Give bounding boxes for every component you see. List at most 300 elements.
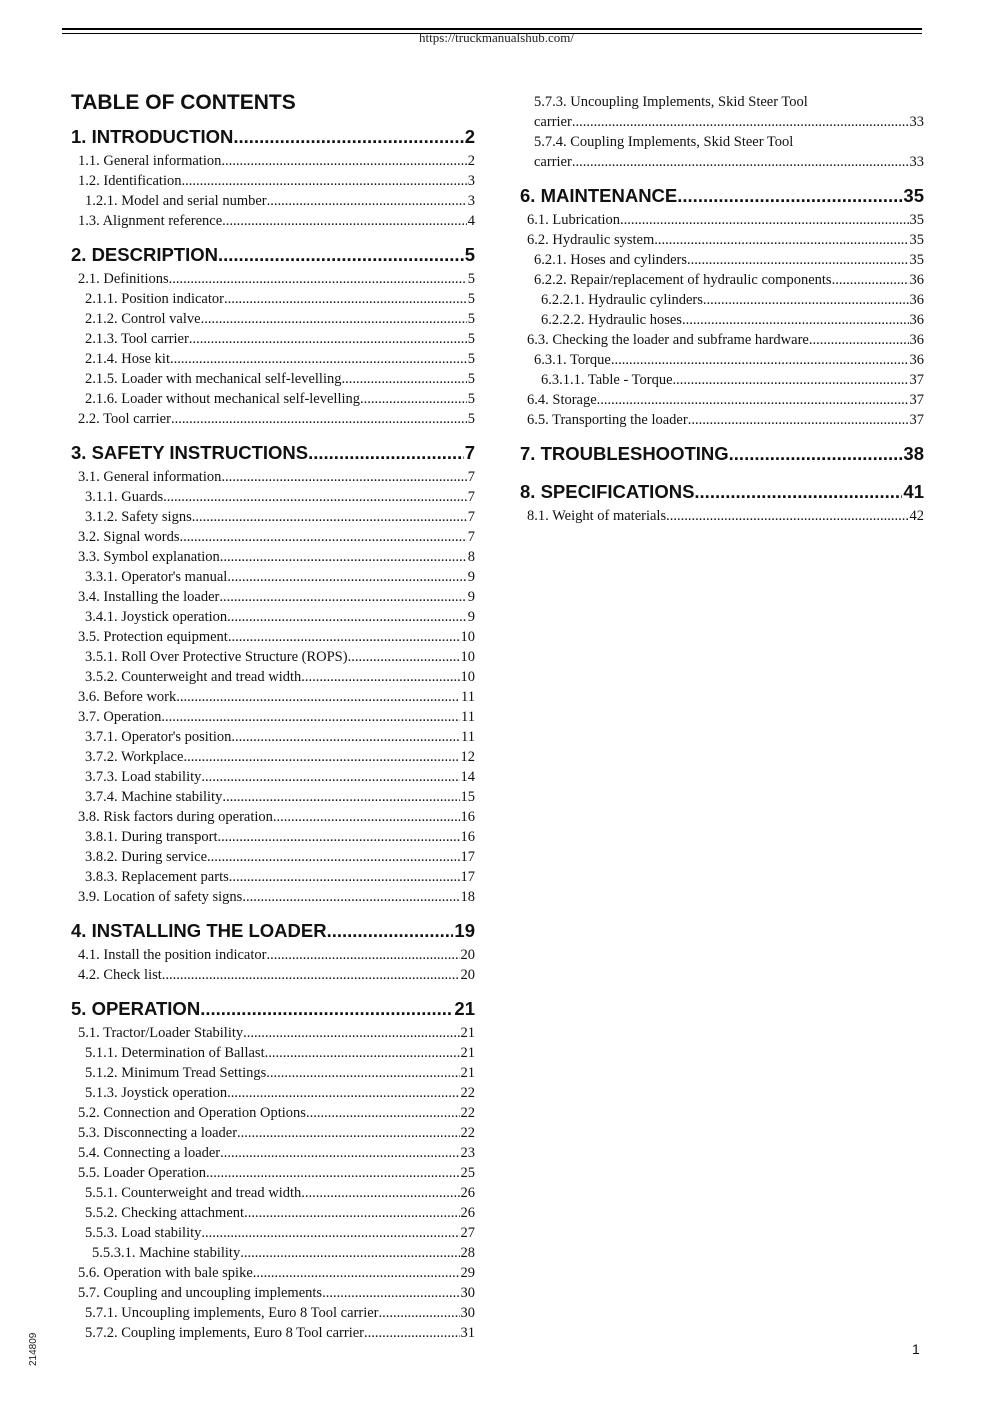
- toc-entry[interactable]: [71, 1123, 475, 1143]
- toc-leader-dots: [308, 439, 464, 467]
- toc-entry-page: 10: [460, 669, 475, 685]
- toc-entry-page: 9: [467, 589, 475, 605]
- toc-entry-title: 3.7. Operation: [78, 709, 162, 725]
- toc-leader-dots: [183, 747, 459, 767]
- toc-leader-dots: [809, 330, 909, 350]
- toc-entry-page: 9: [467, 569, 475, 585]
- toc-entry-page: 5: [467, 291, 475, 307]
- toc-title: TABLE OF CONTENTS: [71, 91, 296, 114]
- toc-entry-title: 6.3. Checking the loader and subframe hardware: [527, 332, 809, 348]
- toc-leader-dots: [687, 250, 908, 270]
- toc-leader-dots: [572, 112, 909, 132]
- toc-entry-page: 33: [909, 154, 924, 170]
- toc-section[interactable]: [520, 478, 924, 506]
- toc-leader-dots: [327, 917, 454, 945]
- toc-leader-dots: [181, 171, 466, 191]
- toc-entry[interactable]: [71, 269, 475, 289]
- toc-entry-page: 42: [909, 508, 924, 524]
- toc-entry[interactable]: [71, 1083, 475, 1103]
- toc-leader-dots: [227, 567, 466, 587]
- toc-entry[interactable]: [520, 330, 924, 350]
- toc-leader-dots: [240, 1243, 459, 1263]
- toc-entry-page: 10: [460, 629, 475, 645]
- toc-leader-dots: [169, 269, 467, 289]
- toc-entry[interactable]: [71, 567, 475, 587]
- toc-entry-page: 37: [909, 412, 924, 428]
- toc-entry-title: 3.7.1. Operator's position: [85, 729, 232, 745]
- toc-entry-page: 16: [460, 809, 475, 825]
- toc-leader-dots: [364, 1323, 459, 1343]
- toc-entry-title: 2.1.6. Loader without mechanical self-levelling: [85, 391, 361, 407]
- toc-section[interactable]: [71, 439, 475, 467]
- toc-entry-title: 3.4. Installing the loader: [78, 589, 220, 605]
- toc-entry-page: 20: [460, 947, 475, 963]
- toc-entry-title: 6.2.1. Hoses and cylinders: [534, 252, 688, 268]
- toc-entry-page: 2: [464, 126, 475, 147]
- toc-entry-page: 15: [460, 789, 475, 805]
- toc-entry-title: 5.2. Connection and Operation Options: [78, 1105, 306, 1121]
- toc-entry-line1[interactable]: 5.7.3. Uncoupling Implements, Skid Steer Tool: [534, 94, 808, 110]
- toc-entry-title: 2.1. Definitions: [78, 271, 169, 287]
- toc-entry-page: 35: [909, 212, 924, 228]
- toc-entry-page: 17: [460, 869, 475, 885]
- toc-entry[interactable]: [71, 687, 475, 707]
- header-url[interactable]: https://truckmanualshub.com/: [419, 30, 574, 45]
- toc-leader-dots: [244, 1203, 459, 1223]
- toc-entry-title: 2.1.5. Loader with mechanical self-levelling: [85, 371, 342, 387]
- document-number: 214809: [28, 1332, 39, 1366]
- toc-entry[interactable]: [71, 527, 475, 547]
- toc-entry[interactable]: [71, 389, 475, 409]
- toc-entry-title: 5.6. Operation with bale spike: [78, 1265, 253, 1281]
- toc-entry[interactable]: [520, 270, 924, 290]
- page-number: 1: [912, 1341, 920, 1357]
- toc-leader-dots: [360, 389, 467, 409]
- toc-leader-dots: [265, 1043, 460, 1063]
- toc-leader-dots: [253, 1263, 460, 1283]
- toc-entry-title: 3.3. Symbol explanation: [78, 549, 220, 565]
- toc-entry-title: 3.7.2. Workplace: [85, 749, 184, 765]
- toc-leader-dots: [162, 965, 460, 985]
- toc-entry-title: 2.1.3. Tool carrier: [85, 331, 189, 347]
- toc-entry[interactable]: [520, 112, 924, 132]
- toc-entry-title: 3.7.4. Machine stability: [85, 789, 223, 805]
- toc-leader-dots: [201, 309, 467, 329]
- toc-leader-dots: [677, 182, 902, 210]
- toc-section[interactable]: [71, 995, 475, 1023]
- toc-entry-page: 26: [460, 1185, 475, 1201]
- toc-leader-dots: [379, 1303, 460, 1323]
- toc-leader-dots: [201, 1223, 459, 1243]
- toc-leader-dots: [682, 310, 909, 330]
- toc-leader-dots: [301, 667, 459, 687]
- toc-column-left: [71, 88, 475, 1343]
- toc-entry-page: 26: [460, 1205, 475, 1221]
- toc-entry-page: 5: [467, 411, 475, 427]
- toc-entry-page: 17: [460, 849, 475, 865]
- toc-entry[interactable]: [520, 250, 924, 270]
- toc-leader-dots: [267, 191, 467, 211]
- toc-list-left: [71, 123, 475, 1343]
- toc-entry-title: 5.3. Disconnecting a loader: [78, 1125, 238, 1141]
- toc-entry-page: 21: [460, 1065, 475, 1081]
- toc-entry[interactable]: [71, 1183, 475, 1203]
- toc-entry[interactable]: [71, 151, 475, 171]
- toc-entry[interactable]: [71, 467, 475, 487]
- toc-entry-page: 5: [467, 371, 475, 387]
- toc-entry[interactable]: [71, 867, 475, 887]
- toc-entry[interactable]: [71, 1283, 475, 1303]
- toc-entry[interactable]: [520, 152, 924, 172]
- toc-entry-title: 2.1.4. Hose kit: [85, 351, 170, 367]
- toc-leader-dots: [266, 1063, 459, 1083]
- toc-entry[interactable]: [520, 506, 924, 526]
- toc-entry[interactable]: [71, 627, 475, 647]
- toc-entry-title: 3.4.1. Joystick operation: [85, 609, 228, 625]
- toc-entry-title: 4.2. Check list: [78, 967, 162, 983]
- toc-entry[interactable]: [520, 210, 924, 230]
- toc-entry-title: 3.2. Signal words: [78, 529, 180, 545]
- toc-entry-page: 7: [467, 529, 475, 545]
- toc-leader-dots: [301, 1183, 459, 1203]
- toc-entry-page: 33: [909, 114, 924, 130]
- toc-list-right: [520, 92, 924, 526]
- toc-entry-page: 30: [460, 1285, 475, 1301]
- toc-leader-dots: [620, 210, 908, 230]
- toc-entry-title: 6.2.2.1. Hydraulic cylinders: [541, 292, 703, 308]
- toc-entry-title: 3.5.1. Roll Over Protective Structure (ROPS): [85, 649, 348, 665]
- toc-entry-page: 22: [460, 1085, 475, 1101]
- toc-leader-dots: [611, 350, 909, 370]
- toc-entry[interactable]: [71, 887, 475, 907]
- toc-entry[interactable]: [71, 309, 475, 329]
- toc-entry[interactable]: [71, 1163, 475, 1183]
- toc-leader-dots: [688, 410, 909, 430]
- toc-entry-page: 5: [467, 271, 475, 287]
- toc-entry-title: 3.8. Risk factors during operation: [78, 809, 273, 825]
- toc-section[interactable]: [71, 241, 475, 269]
- toc-entry[interactable]: [71, 1143, 475, 1163]
- toc-entry-page: 21: [460, 1045, 475, 1061]
- toc-entry-title: 8.1. Weight of materials: [527, 508, 667, 524]
- toc-entry[interactable]: [71, 369, 475, 389]
- toc-leader-dots: [237, 1123, 459, 1143]
- toc-entry-title: 1.1. General information: [78, 153, 222, 169]
- toc-leader-dots: [273, 807, 460, 827]
- toc-leader-dots: [218, 827, 460, 847]
- toc-entry[interactable]: [71, 1203, 475, 1223]
- toc-leader-dots: [201, 767, 459, 787]
- toc-entry[interactable]: [71, 727, 475, 747]
- toc-leader-dots: [227, 1083, 459, 1103]
- toc-entry-title: 1.2.1. Model and serial number: [85, 193, 267, 209]
- toc-entry[interactable]: [71, 211, 475, 231]
- toc-entry-title: 5.1. Tractor/Loader Stability: [78, 1025, 244, 1041]
- toc-entry-title: carrier: [534, 114, 572, 130]
- toc-leader-dots: [220, 1143, 459, 1163]
- toc-entry[interactable]: [71, 707, 475, 727]
- toc-leader-dots: [176, 687, 460, 707]
- toc-entry-title: 6.2. Hydraulic system: [527, 232, 655, 248]
- toc-entry-page: 4: [467, 213, 475, 229]
- toc-entry[interactable]: [71, 587, 475, 607]
- toc-entry-page: 19: [454, 920, 475, 941]
- toc-entry-title: 6.1. Lubrication: [527, 212, 621, 228]
- toc-entry[interactable]: [520, 230, 924, 250]
- toc-entry-title: 8. SPECIFICATIONS: [520, 481, 695, 502]
- toc-leader-dots: [231, 727, 460, 747]
- toc-leader-dots: [218, 241, 464, 269]
- toc-entry[interactable]: [520, 310, 924, 330]
- toc-entry-title: 5.5. Loader Operation: [78, 1165, 207, 1181]
- toc-leader-dots: [171, 409, 467, 429]
- toc-leader-dots: [572, 152, 909, 172]
- toc-entry[interactable]: [71, 191, 475, 211]
- toc-entry-title: 3.1.2. Safety signs: [85, 509, 192, 525]
- toc-entry-title: 3.5. Protection equipment: [78, 629, 228, 645]
- toc-entry-page: 25: [460, 1165, 475, 1181]
- toc-entry[interactable]: [71, 847, 475, 867]
- toc-leader-dots: [200, 995, 453, 1023]
- toc-leader-dots: [597, 390, 909, 410]
- toc-entry[interactable]: [71, 607, 475, 627]
- toc-entry-title: 3.8.3. Replacement parts: [85, 869, 229, 885]
- toc-entry-title: 6.2.2.2. Hydraulic hoses: [541, 312, 682, 328]
- toc-entry[interactable]: [71, 767, 475, 787]
- toc-entry-page: 28: [460, 1245, 475, 1261]
- toc-entry[interactable]: [71, 409, 475, 429]
- toc-entry-page: 5: [467, 391, 475, 407]
- toc-entry[interactable]: [71, 1223, 475, 1243]
- toc-section[interactable]: [71, 917, 475, 945]
- toc-entry[interactable]: [71, 647, 475, 667]
- toc-leader-dots: [242, 887, 459, 907]
- toc-entry[interactable]: [520, 370, 924, 390]
- toc-entry[interactable]: [520, 290, 924, 310]
- toc-leader-dots: [207, 847, 459, 867]
- toc-leader-dots: [170, 349, 467, 369]
- toc-leader-dots: [243, 1023, 459, 1043]
- toc-entry-page: 37: [909, 372, 924, 388]
- toc-entry-page: 35: [909, 232, 924, 248]
- toc-entry-page: 31: [460, 1325, 475, 1341]
- toc-entry[interactable]: [71, 349, 475, 369]
- toc-entry-page: 37: [909, 392, 924, 408]
- toc-entry[interactable]: [520, 410, 924, 430]
- toc-leader-dots: [221, 151, 466, 171]
- toc-entry[interactable]: [71, 1043, 475, 1063]
- toc-leader-dots: [654, 230, 908, 250]
- toc-entry-page: 12: [460, 749, 475, 765]
- toc-entry-page: 10: [460, 649, 475, 665]
- toc-leader-dots: [180, 527, 467, 547]
- toc-entry-page: 16: [460, 829, 475, 845]
- toc-entry-page: 7: [464, 442, 475, 463]
- toc-entry[interactable]: [71, 1103, 475, 1123]
- toc-entry-title: 5.5.2. Checking attachment: [85, 1205, 245, 1221]
- toc-entry-title: 5.5.3. Load stability: [85, 1225, 202, 1241]
- toc-entry-page: 2: [467, 153, 475, 169]
- toc-entry-title: 3.6. Before work: [78, 689, 177, 705]
- toc-leader-dots: [222, 787, 459, 807]
- toc-entry-page: 41: [903, 481, 924, 502]
- toc-entry-page: 9: [467, 609, 475, 625]
- toc-entry-page: 36: [909, 352, 924, 368]
- toc-entry[interactable]: [71, 827, 475, 847]
- toc-leader-dots: [348, 647, 460, 667]
- toc-entry-title: 3.3.1. Operator's manual: [85, 569, 228, 585]
- toc-entry-page: 11: [461, 689, 475, 705]
- toc-entry-page: 7: [467, 469, 475, 485]
- toc-leader-dots: [206, 1163, 459, 1183]
- toc-leader-dots: [729, 440, 903, 468]
- toc-entry[interactable]: [71, 965, 475, 985]
- toc-entry-title: 6.3.1. Torque: [534, 352, 611, 368]
- toc-entry-page: 3: [467, 193, 475, 209]
- toc-entry[interactable]: [71, 1263, 475, 1283]
- toc-entry-title: 5.7. Coupling and uncoupling implements: [78, 1285, 323, 1301]
- toc-entry-page: 5: [467, 331, 475, 347]
- toc-entry-page: 36: [909, 312, 924, 328]
- toc-leader-dots: [228, 627, 460, 647]
- toc-entry-page: 36: [909, 272, 924, 288]
- toc-entry[interactable]: [71, 329, 475, 349]
- toc-entry-title: 2.1.1. Position indicator: [85, 291, 224, 307]
- toc-entry[interactable]: [71, 807, 475, 827]
- toc-entry-page: 18: [460, 889, 475, 905]
- toc-entry-title: 5.1.3. Joystick operation: [85, 1085, 228, 1101]
- toc-entry-page: 21: [460, 1025, 475, 1041]
- toc-entry[interactable]: [520, 390, 924, 410]
- toc-entry-page: 5: [467, 311, 475, 327]
- toc-leader-dots: [163, 487, 467, 507]
- toc-leader-dots: [229, 867, 460, 887]
- toc-entry-page: 14: [460, 769, 475, 785]
- toc-entry-page: 3: [467, 173, 475, 189]
- toc-entry-title: 4. INSTALLING THE LOADER: [71, 920, 327, 941]
- toc-entry-page: 22: [460, 1105, 475, 1121]
- toc-entry-title: 5.5.3.1. Machine stability: [92, 1245, 241, 1261]
- toc-entry-title: 5.1.1. Determination of Ballast: [85, 1045, 265, 1061]
- toc-leader-dots: [227, 607, 467, 627]
- toc-leader-dots: [306, 1103, 460, 1123]
- toc-entry[interactable]: [71, 945, 475, 965]
- toc-entry-title: 1. INTRODUCTION: [71, 126, 234, 147]
- toc-entry-page: 30: [460, 1305, 475, 1321]
- toc-entry-title: 3. SAFETY INSTRUCTIONS: [71, 442, 309, 463]
- toc-entry-page: 23: [460, 1145, 475, 1161]
- toc-entry[interactable]: [71, 289, 475, 309]
- toc-entry-page: 11: [461, 709, 475, 725]
- toc-entry-title: 5.4. Connecting a loader: [78, 1145, 221, 1161]
- toc-entry-title: 3.1.1. Guards: [85, 489, 164, 505]
- toc-entry-page: 35: [903, 185, 924, 206]
- toc-entry-page: 29: [460, 1265, 475, 1281]
- toc-entry[interactable]: [71, 547, 475, 567]
- toc-entry[interactable]: [71, 171, 475, 191]
- toc-entry-title: 3.1. General information: [78, 469, 222, 485]
- toc-leader-dots: [222, 211, 467, 231]
- toc-leader-dots: [322, 1283, 459, 1303]
- toc-leader-dots: [341, 369, 466, 389]
- toc-entry-page: 5: [464, 244, 475, 265]
- toc-leader-dots: [161, 707, 460, 727]
- toc-entry-title: 6.4. Storage: [527, 392, 597, 408]
- toc-entry[interactable]: [71, 667, 475, 687]
- toc-section[interactable]: [71, 123, 475, 151]
- toc-entry-title: 7. TROUBLESHOOTING: [520, 443, 729, 464]
- toc-leader-dots: [666, 506, 908, 526]
- toc-entry-title: carrier: [534, 154, 572, 170]
- toc-entry-title: 6.3.1.1. Table - Torque: [541, 372, 673, 388]
- toc-entry[interactable]: [71, 487, 475, 507]
- toc-entry[interactable]: [71, 1303, 475, 1323]
- toc-entry-title: 1.2. Identification: [78, 173, 182, 189]
- toc-entry[interactable]: [71, 787, 475, 807]
- toc-entry-title: 2.1.2. Control valve: [85, 311, 201, 327]
- toc-entry-title: 3.7.3. Load stability: [85, 769, 202, 785]
- toc-entry-title: 3.5.2. Counterweight and tread width: [85, 669, 302, 685]
- toc-entry[interactable]: [71, 1243, 475, 1263]
- toc-entry-page: 38: [903, 443, 924, 464]
- toc-entry[interactable]: [71, 1063, 475, 1083]
- toc-entry-title: 5. OPERATION: [71, 998, 201, 1019]
- toc-leader-dots: [703, 290, 909, 310]
- toc-entry-title: 1.3. Alignment reference: [78, 213, 223, 229]
- toc-section[interactable]: [520, 182, 924, 210]
- toc-entry[interactable]: [520, 350, 924, 370]
- toc-leader-dots: [832, 270, 909, 290]
- toc-entry-title: 3.8.2. During service: [85, 849, 208, 865]
- toc-leader-dots: [192, 507, 467, 527]
- toc-entry-title: 6.5. Transporting the loader: [527, 412, 688, 428]
- toc-entry-page: 36: [909, 332, 924, 348]
- toc-entry-title: 4.1. Install the position indicator: [78, 947, 267, 963]
- toc-entry-title: 2. DESCRIPTION: [71, 244, 218, 265]
- toc-entry-title: 2.2. Tool carrier: [78, 411, 171, 427]
- toc-entry-title: 6.2.2. Repair/replacement of hydraulic components: [534, 272, 832, 288]
- toc-column-right: [520, 92, 924, 526]
- toc-section[interactable]: [520, 440, 924, 468]
- toc-entry-page: 27: [460, 1225, 475, 1241]
- toc-entry-title: 5.1.2. Minimum Tread Settings: [85, 1065, 267, 1081]
- toc-leader-dots: [219, 587, 466, 607]
- toc-entry-page: 22: [460, 1125, 475, 1141]
- toc-entry-title: 5.5.1. Counterweight and tread width: [85, 1185, 302, 1201]
- toc-leader-dots: [189, 329, 467, 349]
- toc-entry-line1[interactable]: 5.7.4. Coupling Implements, Skid Steer Tool: [534, 134, 794, 150]
- toc-entry-page: 20: [460, 967, 475, 983]
- toc-entry-page: 7: [467, 489, 475, 505]
- toc-entry[interactable]: [71, 1323, 475, 1343]
- toc-entry-page: 36: [909, 292, 924, 308]
- toc-leader-dots: [233, 123, 463, 151]
- toc-entry-page: 11: [461, 729, 475, 745]
- toc-entry[interactable]: [71, 507, 475, 527]
- toc-leader-dots: [266, 945, 459, 965]
- toc-entry-page: 7: [467, 509, 475, 525]
- toc-entry-title: 5.7.2. Coupling implements, Euro 8 Tool carrier: [85, 1325, 365, 1341]
- toc-entry-title: 3.8.1. During transport: [85, 829, 218, 845]
- toc-entry-title: 6. MAINTENANCE: [520, 185, 678, 206]
- toc-entry-page: 21: [454, 998, 475, 1019]
- toc-entry[interactable]: [71, 1023, 475, 1043]
- toc-leader-dots: [220, 547, 467, 567]
- toc-entry[interactable]: [71, 747, 475, 767]
- toc-leader-dots: [694, 478, 902, 506]
- toc-leader-dots: [673, 370, 909, 390]
- toc-entry-title: 3.9. Location of safety signs: [78, 889, 243, 905]
